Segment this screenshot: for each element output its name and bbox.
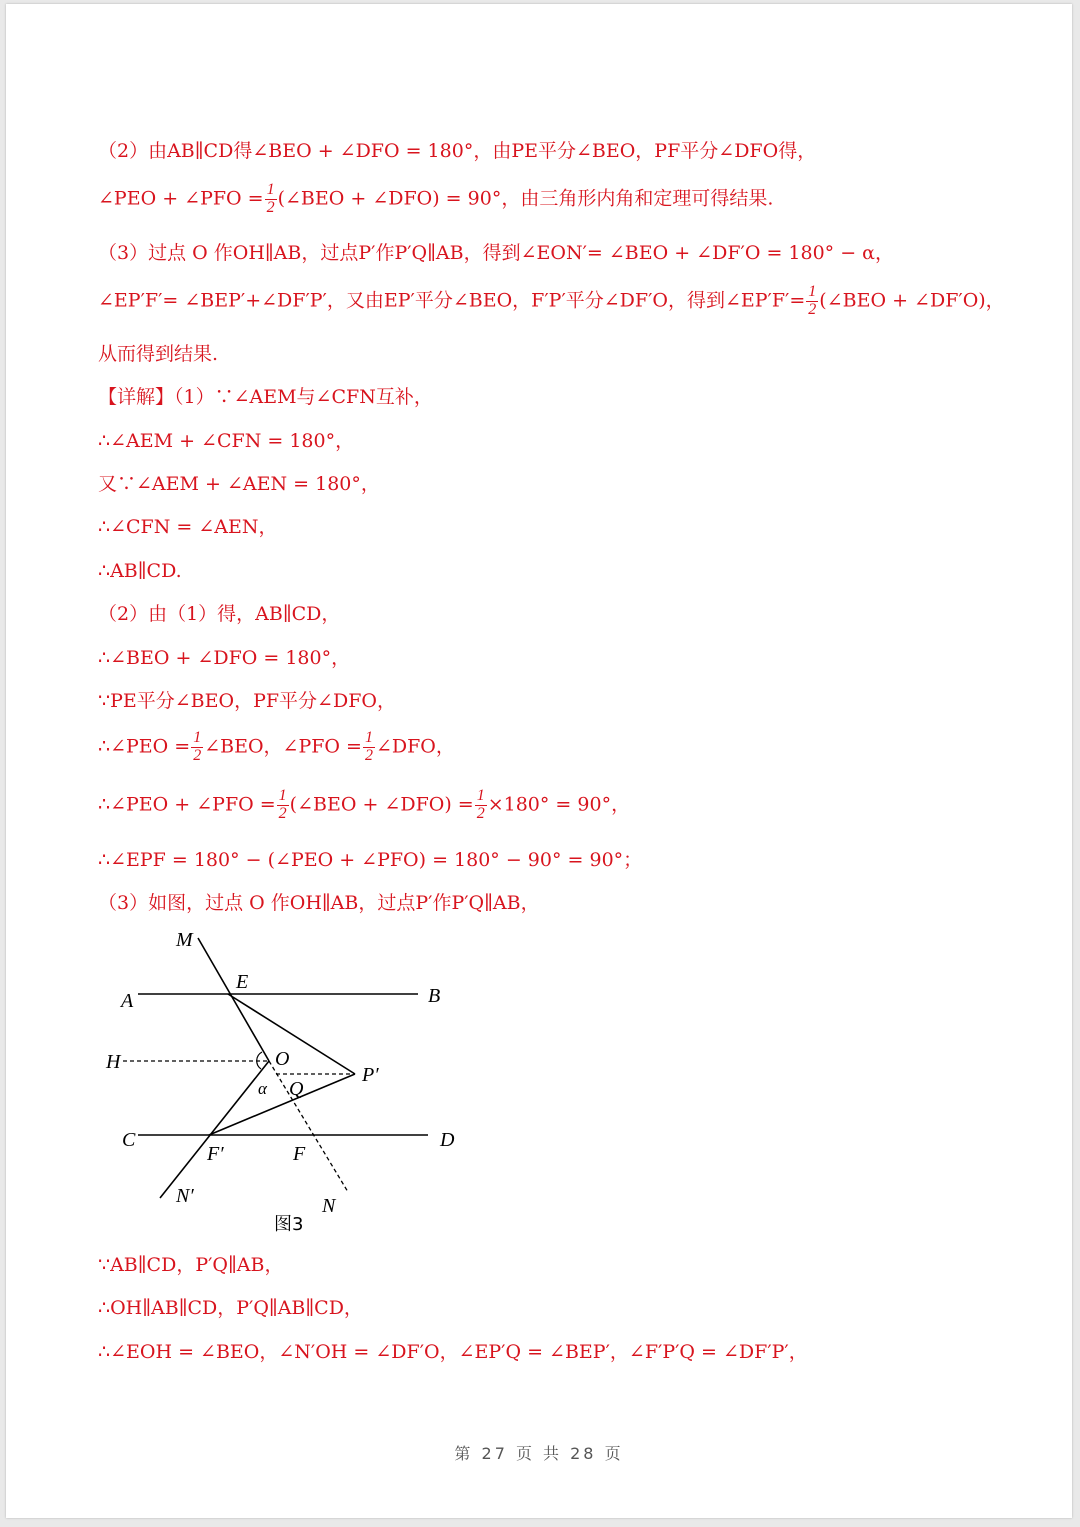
dashed-on [269, 1061, 348, 1192]
solution-line: ∴∠EOH = ∠BEO，∠N′OH = ∠DF′O，∠EP′Q = ∠BEP′，∠F′P′Q = ∠DF′P′， [98, 1341, 808, 1363]
solution-line: 又∵∠AEM + ∠AEN = 180°， [98, 473, 380, 495]
label-f: F [293, 1143, 306, 1165]
label-c: C [122, 1129, 136, 1151]
label-h: H [106, 1051, 121, 1073]
label-a: A [121, 990, 134, 1012]
fraction: $\frac{1}{2}$ [266, 181, 275, 216]
line-me-o [198, 938, 269, 1061]
fraction: $\frac{1}{2}$ [278, 787, 287, 822]
solution-line: ∴OH∥AB∥CD，P′Q∥AB∥CD， [98, 1297, 363, 1319]
solution-line: ∴AB∥CD. [98, 560, 182, 582]
label-d: D [440, 1129, 455, 1151]
label-q: Q [289, 1078, 304, 1100]
fraction: $\frac{1}{2}$ [808, 283, 817, 318]
fraction: $\frac{1}{2}$ [476, 787, 485, 822]
figure-diagram [96, 924, 476, 1244]
fraction: $\frac{1}{2}$ [193, 729, 202, 764]
solution-line: ∠EP′F′= ∠BEP′+∠DF′P′，又由EP′平分∠BEO，F′P′平分∠DF′O，得到∠EP′F′= $\frac{1}{2}$ (∠BEO + ∠DF′O)， [98, 283, 1005, 318]
solution-line: ∠PEO + ∠PFO = $\frac{1}{2}$ (∠BEO + ∠DFO) = 90°，由三角形内角和定理可得结果. [98, 181, 774, 216]
geometry-figure [96, 924, 476, 1244]
solution-line: ∴∠CFN = ∠AEN， [98, 516, 278, 538]
solution-line: （3）过点 O 作OH∥AB，过点P′作P′Q∥AB，得到∠EON′= ∠BEO + ∠DF′O = 180° − α， [98, 242, 894, 264]
label-b: B [428, 985, 441, 1007]
detail-heading: 【详解】（1）∵∠AEM与∠CFN互补， [98, 386, 433, 408]
solution-line: ∴∠PEO = $\frac{1}{2}$ ∠BEO，∠PFO = $\frac{1}{2}$ ∠DFO， [98, 729, 455, 764]
line-o-nprime [160, 1061, 269, 1198]
fraction: $\frac{1}{2}$ [364, 729, 373, 764]
page-footer: 第 27 页 共 28 页 [454, 1444, 624, 1463]
label-p-prime: P′ [362, 1064, 379, 1086]
label-alpha: α [258, 1079, 267, 1098]
label-m: M [176, 929, 193, 951]
label-n: N [322, 1195, 336, 1217]
figure-caption: 图3 [274, 1214, 304, 1235]
solution-line: ∴∠EPF = 180° − (∠PEO + ∠PFO) = 180° − 90° = 90°； [98, 849, 643, 871]
label-f-prime: F′ [207, 1143, 224, 1165]
document-page [6, 4, 1072, 1518]
solution-line: ∴∠PEO + ∠PFO = $\frac{1}{2}$ (∠BEO + ∠DFO) = $\frac{1}{2}$ ×180° = 90°， [98, 787, 631, 822]
solution-line: ∴∠AEM + ∠CFN = 180°， [98, 430, 355, 452]
label-e: E [236, 971, 249, 993]
solution-line: ∴∠BEO + ∠DFO = 180°， [98, 647, 351, 669]
solution-line: ∵PE平分∠BEO，PF平分∠DFO， [98, 690, 396, 712]
solution-line: （3）如图，过点 O 作OH∥AB，过点P′作P′Q∥AB， [98, 892, 540, 914]
solution-line: （2）由（1）得，AB∥CD， [98, 603, 341, 625]
solution-line: 从而得到结果. [98, 343, 219, 365]
segment-pf [209, 1074, 355, 1135]
label-n-prime: N′ [176, 1185, 194, 1207]
label-o: O [275, 1048, 290, 1070]
solution-line: ∵AB∥CD，P′Q∥AB， [98, 1254, 284, 1276]
solution-line: （2）由AB∥CD得∠BEO + ∠DFO = 180°，由PE平分∠BEO，PF平分∠DFO得， [98, 140, 817, 162]
segment-ep [228, 994, 355, 1074]
